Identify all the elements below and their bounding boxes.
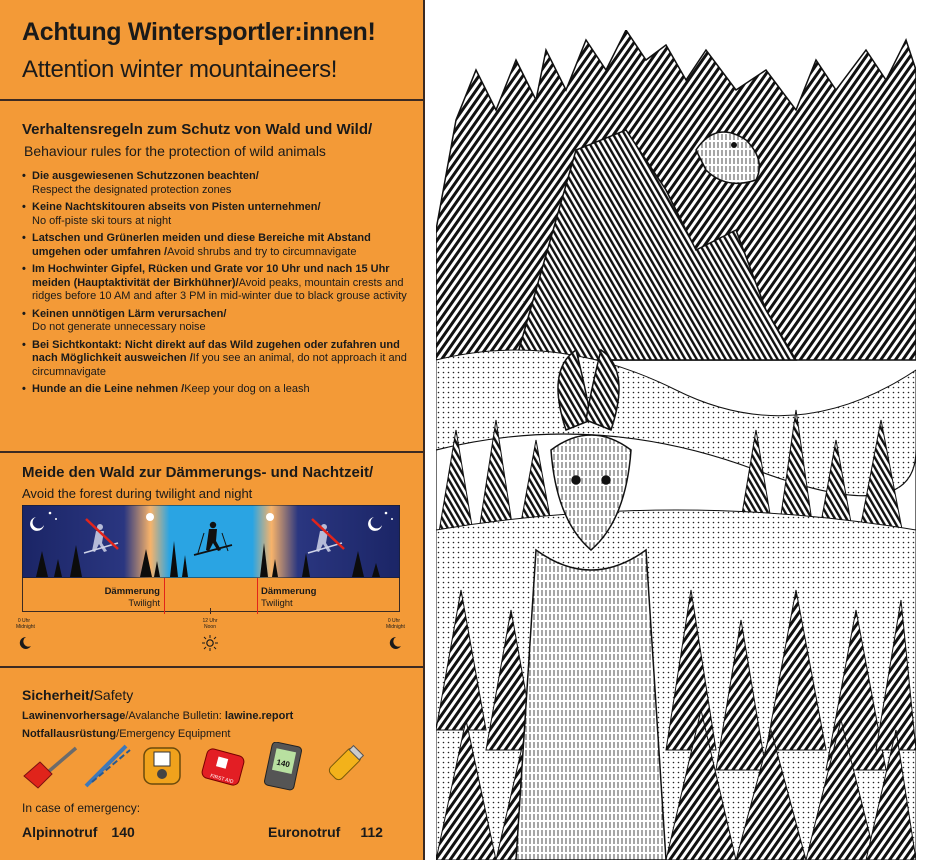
list-item: • Keinen unnötigen Lärm verursachen/ Do not generate unnecessary noise	[22, 308, 407, 335]
rules-heading: Verhaltensregeln zum Schutz von Wald und Wild/	[22, 121, 373, 138]
midnight-label-right: 0 Uhr Midnight	[386, 618, 405, 630]
phone-screen-number: 140	[275, 757, 291, 770]
euro-number: 112	[360, 824, 383, 840]
euro-emergency: Euronotruf 112	[268, 824, 383, 840]
safety-heading: Sicherheit/Safety	[22, 687, 134, 703]
forest-heading: Meide den Wald zur Dämmerungs- und Nachtzeit/	[22, 464, 374, 481]
sun-icon	[202, 635, 218, 651]
first-aid-text: FIRST AID	[209, 773, 235, 786]
flashlight-icon	[322, 742, 366, 792]
rules-list	[22, 170, 407, 401]
list-item: • Im Hochwinter Gipfel, Rücken und Grate vor 10 Uhr und nach 15 Uhr meiden (Hauptaktivität der Birkhühner)/Avoid peaks, mountain crests and ridges before 10 AM and after 3 PM in mid-winter due to black grouse activity	[22, 263, 407, 304]
divider-line	[0, 666, 423, 668]
rules-heading-english: Behaviour rules for the protection of wild animals	[24, 143, 326, 159]
shovel-icon	[22, 742, 82, 792]
title-german: Achtung Wintersportler:innen!	[22, 18, 376, 46]
divider-line	[0, 451, 423, 453]
time-axis	[22, 611, 400, 612]
list-item: • Die ausgewiesenen Schutzzonen beachten/ Respect the designated protection zones	[22, 170, 407, 197]
noon-label: 12 Uhr Noon	[202, 618, 218, 630]
alpine-number: 140	[111, 824, 135, 840]
list-item: • Keine Nachtskitouren abseits von Pisten unternehmen/ No off-piste ski tours at night	[22, 201, 407, 228]
twilight-marker	[164, 578, 165, 614]
forest-heading-english: Avoid the forest during twilight and night	[22, 486, 253, 501]
info-panel	[0, 0, 423, 860]
emergency-equipment-label: Notfallausrüstung/Emergency Equipment	[22, 728, 231, 740]
axis-tick	[210, 608, 211, 614]
divider-line	[0, 99, 423, 101]
mobile-phone-icon	[262, 742, 306, 792]
list-item: • Bei Sichtkontakt: Nicht direkt auf das Wild zugehen oder zufahren und nach Möglichkeit ausweichen /If you see an animal, do not approach it and circumnavigate	[22, 339, 407, 380]
midnight-label-left: 0 Uhr Midnight	[16, 618, 35, 630]
axis-tick	[399, 578, 400, 611]
avalanche-bulletin: Lawinenvorhersage/Avalanche Bulletin: lawine.report	[22, 710, 294, 722]
panel-divider	[423, 0, 425, 860]
moon-icon	[388, 636, 402, 650]
twilight-label-right: Dämmerung Twilight	[261, 586, 317, 609]
emergency-label: In case of emergency:	[22, 801, 141, 815]
twilight-label-left: Dämmerung Twilight	[104, 586, 160, 609]
axis-tick	[22, 578, 23, 611]
list-item: • Hunde an die Leine nehmen /Keep your dog on a leash	[22, 383, 407, 397]
day-night-illustration	[22, 505, 400, 578]
title-english: Attention winter mountaineers!	[22, 56, 338, 83]
list-item: • Latschen und Grünerlen meiden und diese Bereiche mit Abstand umgehen oder umfahren /Avoid shrubs and try to circumnavigate	[22, 232, 407, 259]
twilight-marker	[257, 578, 258, 614]
mountain-wildlife-illustration	[436, 30, 916, 860]
alpine-emergency: Alpinnotruf 140	[22, 824, 135, 840]
moon-icon	[18, 636, 32, 650]
first-aid-kit-icon	[200, 742, 246, 792]
avalanche-transceiver-icon	[140, 742, 186, 792]
bulletin-link[interactable]: lawine.report	[224, 710, 294, 722]
probe-icon	[82, 742, 132, 792]
